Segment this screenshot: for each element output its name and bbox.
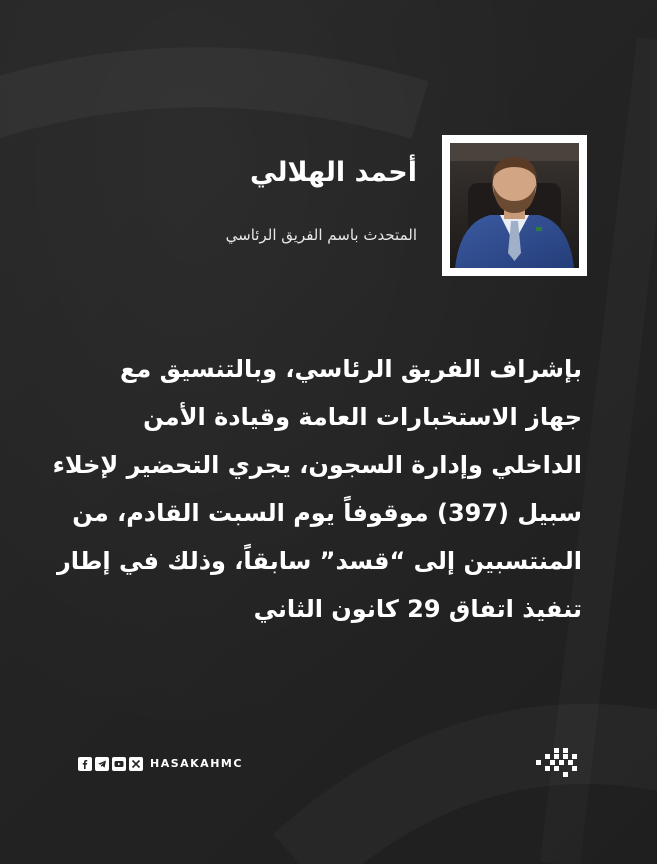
brand-logo-icon bbox=[532, 748, 582, 778]
statement-line: جهاز الاستخبارات العامة وقيادة الأمن bbox=[143, 403, 582, 431]
x-icon[interactable] bbox=[129, 757, 143, 771]
facebook-icon[interactable] bbox=[78, 757, 92, 771]
statement-line: بإشراف الفريق الرئاسي، وبالتنسيق مع bbox=[119, 355, 582, 383]
statement-line: سبيل (397) موقوفاً يوم السبت القادم، من bbox=[72, 499, 582, 527]
speaker-title: المتحدث باسم الفريق الرئاسي bbox=[225, 226, 417, 244]
brand-handle[interactable]: HASAKAHMC bbox=[150, 757, 243, 770]
speaker-photo bbox=[442, 135, 587, 276]
social-bar bbox=[78, 756, 243, 772]
statement-text bbox=[52, 345, 582, 633]
speaker-portrait bbox=[450, 143, 579, 268]
statement-line: المنتسبين إلى “قسد” سابقاً، وذلك في إطار bbox=[56, 547, 582, 575]
telegram-icon[interactable] bbox=[95, 757, 109, 771]
speaker-name: أحمد الهلالي bbox=[250, 157, 417, 188]
youtube-icon[interactable] bbox=[112, 757, 126, 771]
statement-line: تنفيذ اتفاق 29 كانون الثاني bbox=[253, 595, 582, 623]
statement-line: الداخلي وإدارة السجون، يجري التحضير لإخلاء bbox=[52, 451, 582, 479]
